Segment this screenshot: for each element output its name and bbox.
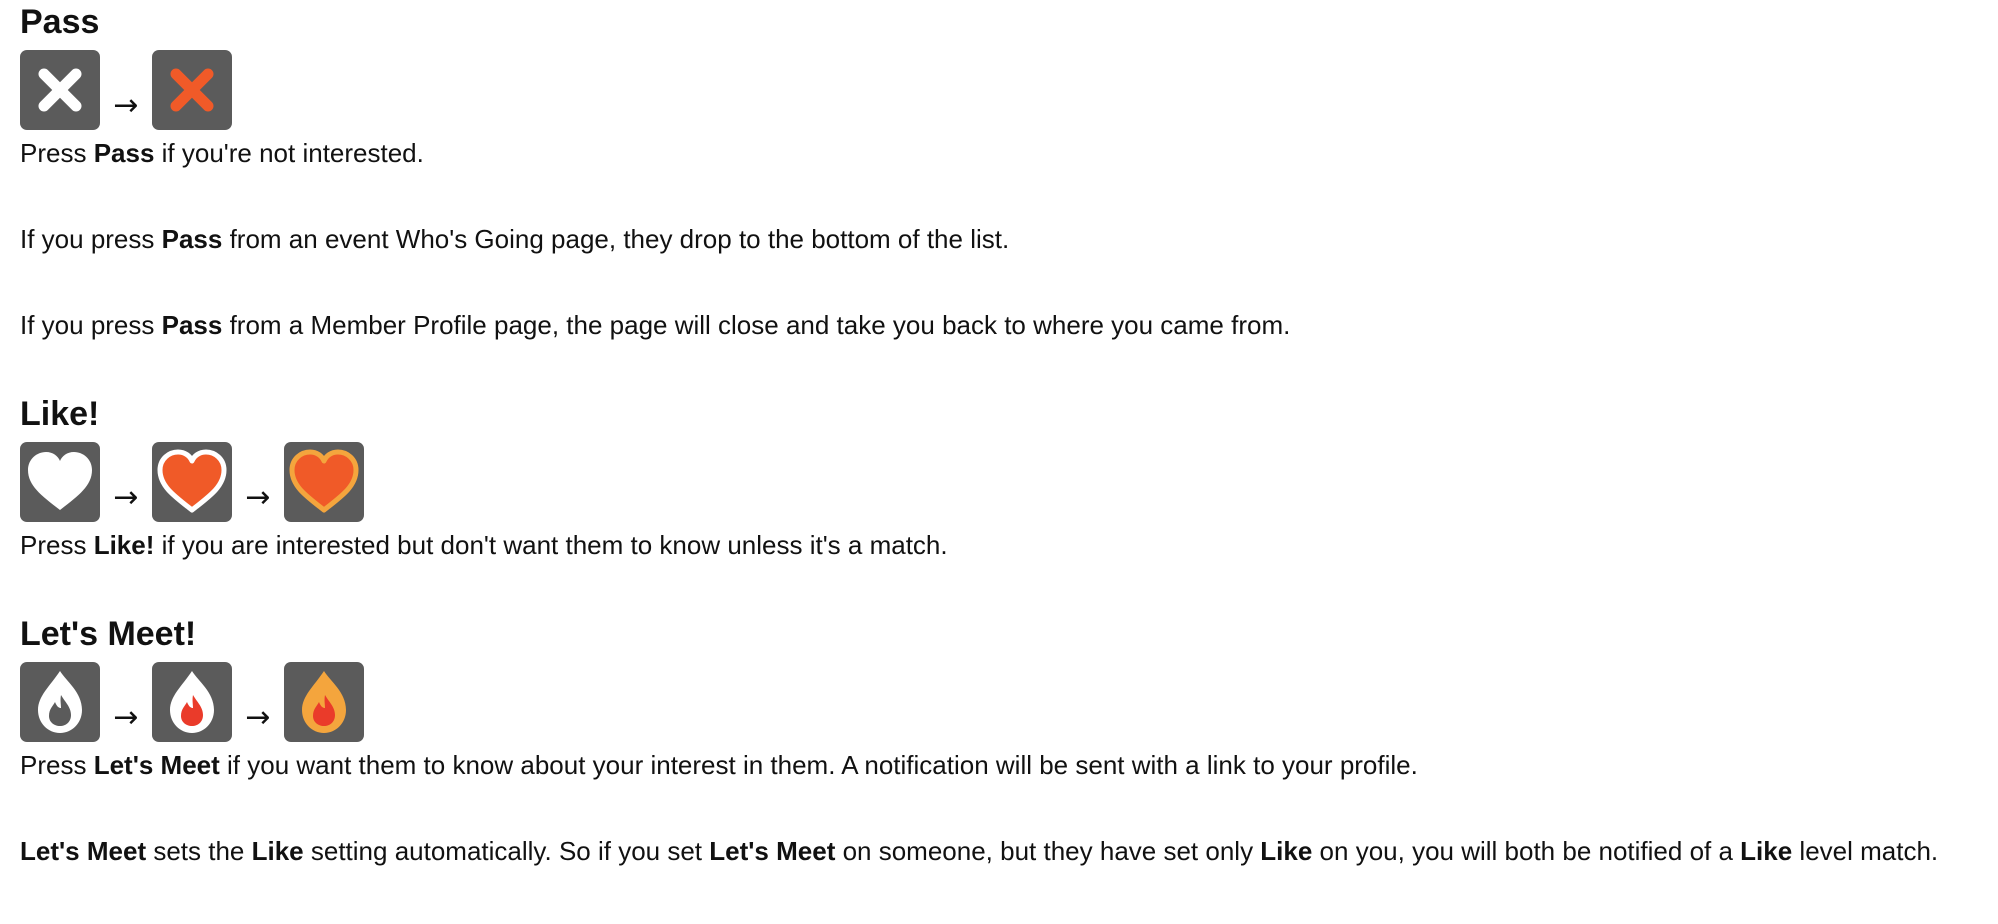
heart-icon-white [20,442,100,522]
arrow-icon: → [113,88,139,123]
meet-line-2: Let's Meet sets the Like setting automatically. So if you set Let's Meet on someone, but they have set only Like on you, you will both be notified of a Like level match. [20,836,1939,866]
flame-icon-gold [284,662,364,742]
arrow-icon: → [113,480,139,515]
flame-icon-white [20,662,100,742]
pass-line-2: If you press Pass from an event Who's Going page, they drop to the bottom of the list. [20,224,1010,254]
pass-line-1: Press Pass if you're not interested. [20,138,424,168]
pass-line-3: If you press Pass from a Member Profile page, the page will close and take you back to where you came from. [20,310,1291,340]
heart-icon-orange-white-outline [152,442,232,522]
pass-heading: Pass [20,3,100,41]
pass-icon-white [20,50,100,130]
like-heading: Like! [20,395,100,433]
like-line-1: Press Like! if you are interested but don't want them to know unless it's a match. [20,530,948,560]
meet-heading: Let's Meet! [20,615,197,653]
flame-icon-red-white [152,662,232,742]
arrow-icon: → [245,700,271,735]
arrow-icon: → [245,480,271,515]
pass-icon-orange [152,50,232,130]
arrow-icon: → [113,700,139,735]
meet-line-1: Press Let's Meet if you want them to know about your interest in them. A notification will be sent with a link to your profile. [20,750,1418,780]
heart-icon-orange-gold-outline [284,442,364,522]
